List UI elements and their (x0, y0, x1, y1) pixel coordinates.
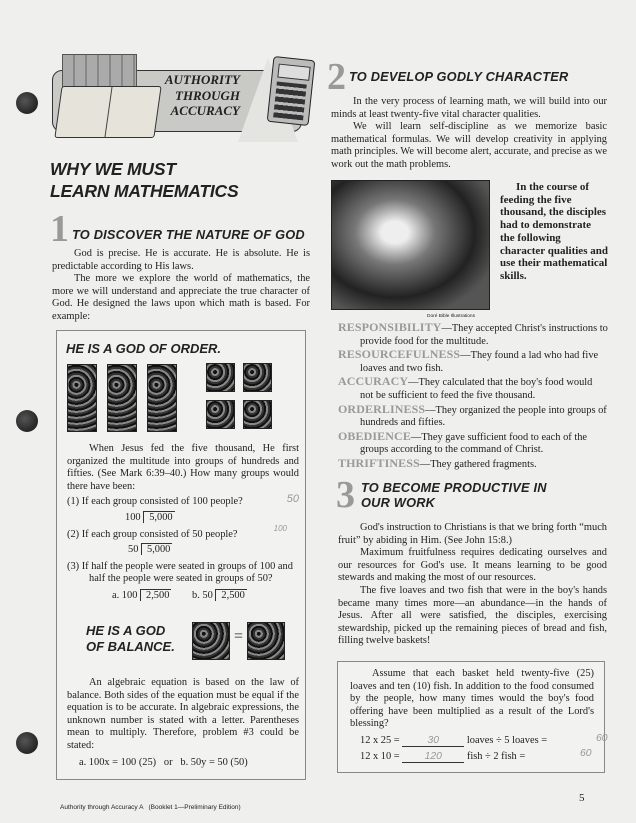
crowd-image (107, 364, 137, 432)
page-title (50, 158, 238, 202)
expression: loaves ÷ 5 loaves = (466, 734, 548, 746)
quality-text: —They calculated that the boy's food would not be sufficient to feed the five thousand. (360, 377, 593, 401)
quality-text: —They organized the people into groups of hundreds and fifties. (360, 404, 607, 429)
paragraph: The five loaves and two fish that were in the boy's hands became many times more—an abundance—in the hands of Jesus. After all were satisfied, the disciples, exercising stewardship, picked up the remaining pieces of bread and fish, filling twelve baskets! (338, 584, 607, 647)
quality-item (338, 457, 608, 472)
books-icon (62, 54, 137, 88)
quality-text: —They found a lad who had five loaves and two fish. (360, 350, 599, 374)
divisor: 50 (128, 544, 139, 556)
quality-name: THRIFTINESS (338, 455, 420, 470)
section-heading-line: OUR WORK (361, 495, 436, 510)
side-text: In the course of feeding the five thousand, the disciples had to demonstrate the following character qualities and use their mathematical skills. (500, 181, 608, 282)
divisor: 100 (125, 511, 141, 523)
crowd-image (147, 364, 177, 432)
quality-item (338, 403, 608, 430)
paragraph: Assume that each basket held twenty-five (25) loaves and ten (10) fish. In addition to the food consumed by the people, how many times would the boy's food offering have been multiplied as a result of the Lord's blessing? (350, 668, 594, 730)
section-number: 3 (336, 474, 355, 516)
page-title-line: WHY WE MUST (50, 159, 176, 179)
equation-row (360, 747, 594, 764)
equation-row (360, 732, 608, 748)
binder-hole (16, 92, 38, 114)
balance-heading-line: HE IS A GOD (86, 623, 166, 638)
quality-name: RESOURCEFULNESS (338, 347, 461, 362)
question-1: (1) If each group consisted of 100 people? (67, 496, 243, 508)
quality-item (338, 321, 608, 348)
section-number: 1 (50, 208, 69, 250)
crowd-image (206, 363, 235, 392)
crowd-image (243, 363, 272, 392)
expression: 12 x 25 = (360, 734, 400, 746)
section-2-heading (327, 56, 569, 98)
paragraph: When Jesus fed the five thousand, He first organized the multitude into groups of hundreds and fifties. (See Mark 6:39–40.) How many groups would there have been: (67, 443, 299, 492)
dividend: 5,000 (141, 543, 172, 555)
crowd-image (67, 364, 97, 432)
binder-hole (16, 410, 38, 432)
quality-item (338, 375, 608, 402)
footer-text: Authority through Accuracy A (Booklet 1—Preliminary Edition) (60, 804, 241, 811)
quality-name: OBEDIENCE (338, 428, 411, 443)
crowd-image (206, 400, 235, 429)
character-qualities-list (338, 321, 608, 472)
balance-heading (86, 623, 175, 655)
section-heading: TO DISCOVER THE NATURE OF GOD (72, 227, 305, 242)
paragraph: We will learn self-discipline as we memorize basic mathematical formulas. We will develop creativity in applying math principles. We will become alert, accurate, and precise as we work out the math problems. (331, 121, 607, 170)
section-2-body (331, 96, 607, 172)
quality-name: ORDERLINESS (338, 401, 426, 416)
crowd-image (243, 400, 272, 429)
answer-field[interactable]: 30 (402, 735, 464, 747)
paragraph: God's instruction to Christians is that we bring forth “much fruit” by abiding in Him. (See John 15:8.) (338, 522, 607, 546)
quality-text: —They gathered fragments. (419, 458, 537, 470)
expression: 12 x 10 = (360, 750, 400, 762)
section-3-heading (336, 474, 547, 516)
box-heading: HE IS A GOD OF ORDER. (66, 341, 222, 356)
balance-heading-line: OF BALANCE. (86, 639, 175, 654)
paragraph: Maximum fruitfulness requires dedicating ourselves and our resources for God's use. It means learning to be good stewards and making the most of our resources. (338, 547, 607, 584)
banner-line: AUTHORITY (164, 72, 240, 87)
question-2: (2) If each group consisted of 50 people? (67, 528, 238, 540)
section-1-body (52, 248, 310, 324)
equation: a. 100x = 100 (25) or b. 50y = 50 (50) (79, 756, 248, 768)
crowd-image (192, 622, 230, 660)
dore-feeding-illustration (331, 180, 490, 310)
paragraph: In the very process of learning math, we will build into our minds at least twenty-five vital character qualities. (331, 96, 607, 120)
paragraph: An algebraic equation is based on the law of balance. Both sides of the equation must be equal if the equation is to be accurate. In algebraic expressions, the unknown number is stated with a letter. Parentheses mean to multiply. Therefore, problem #3 could be stated: (67, 677, 299, 751)
quality-text: —They accepted Christ's instructions to provide food for the multitude. (360, 323, 608, 347)
paragraph: The more we explore the world of mathematics, the more we will understand and appreciate the true character of God. He designed the laws upon which math is based. For example: (52, 273, 310, 322)
image-caption: Doré Bible Illustrations (427, 314, 475, 319)
god-of-order-box (56, 330, 306, 780)
handwritten-answer: 50 (286, 493, 299, 506)
expression: fish ÷ 2 fish = (466, 750, 526, 762)
banner-title (144, 72, 240, 119)
section-heading (361, 480, 547, 510)
quality-name: RESPONSIBILITY (338, 320, 442, 334)
section-3-body (338, 522, 607, 648)
section-number: 2 (327, 56, 346, 98)
section-heading: TO DEVELOP GODLY CHARACTER (349, 69, 569, 84)
part-a: a. 100 (112, 589, 138, 601)
dividend: 5,000 (143, 511, 174, 523)
question-3: (3) If half the people were seated in groups of 100 and half the people were seated in groups of 50? (67, 560, 293, 585)
banner-line: THROUGH (175, 87, 240, 103)
quality-text: —They gave sufficient food to each of the groups according to the command of Christ. (360, 431, 588, 456)
crowd-image (247, 622, 285, 660)
section-heading-line: TO BECOME PRODUCTIVE IN (361, 480, 547, 495)
part-b: b. 50 (192, 589, 213, 601)
banner-illustration (52, 48, 314, 144)
page-number: 5 (579, 792, 585, 804)
quality-item (338, 430, 608, 457)
page-title-line: LEARN MATHEMATICS (50, 181, 239, 201)
banner-line: ACCURACY (170, 103, 240, 118)
quality-name: ACCURACY (338, 374, 409, 389)
section-1-heading (50, 208, 312, 250)
quality-item (338, 348, 608, 375)
handwritten-answer: 60 (596, 732, 608, 744)
dividend: 2,500 (215, 589, 246, 601)
answer-field[interactable]: 120 (402, 751, 464, 763)
handwritten-answer: 100 (273, 523, 287, 533)
handwritten-answer: 60 (580, 747, 592, 759)
paragraph: God is precise. He is accurate. He is absolute. He is predictable according to His laws. (52, 248, 310, 272)
basket-problem-box (337, 661, 608, 773)
equals-sign: = (234, 628, 244, 645)
binder-hole (16, 732, 38, 754)
dividend: 2,500 (140, 589, 171, 601)
calculator-icon (267, 56, 316, 126)
